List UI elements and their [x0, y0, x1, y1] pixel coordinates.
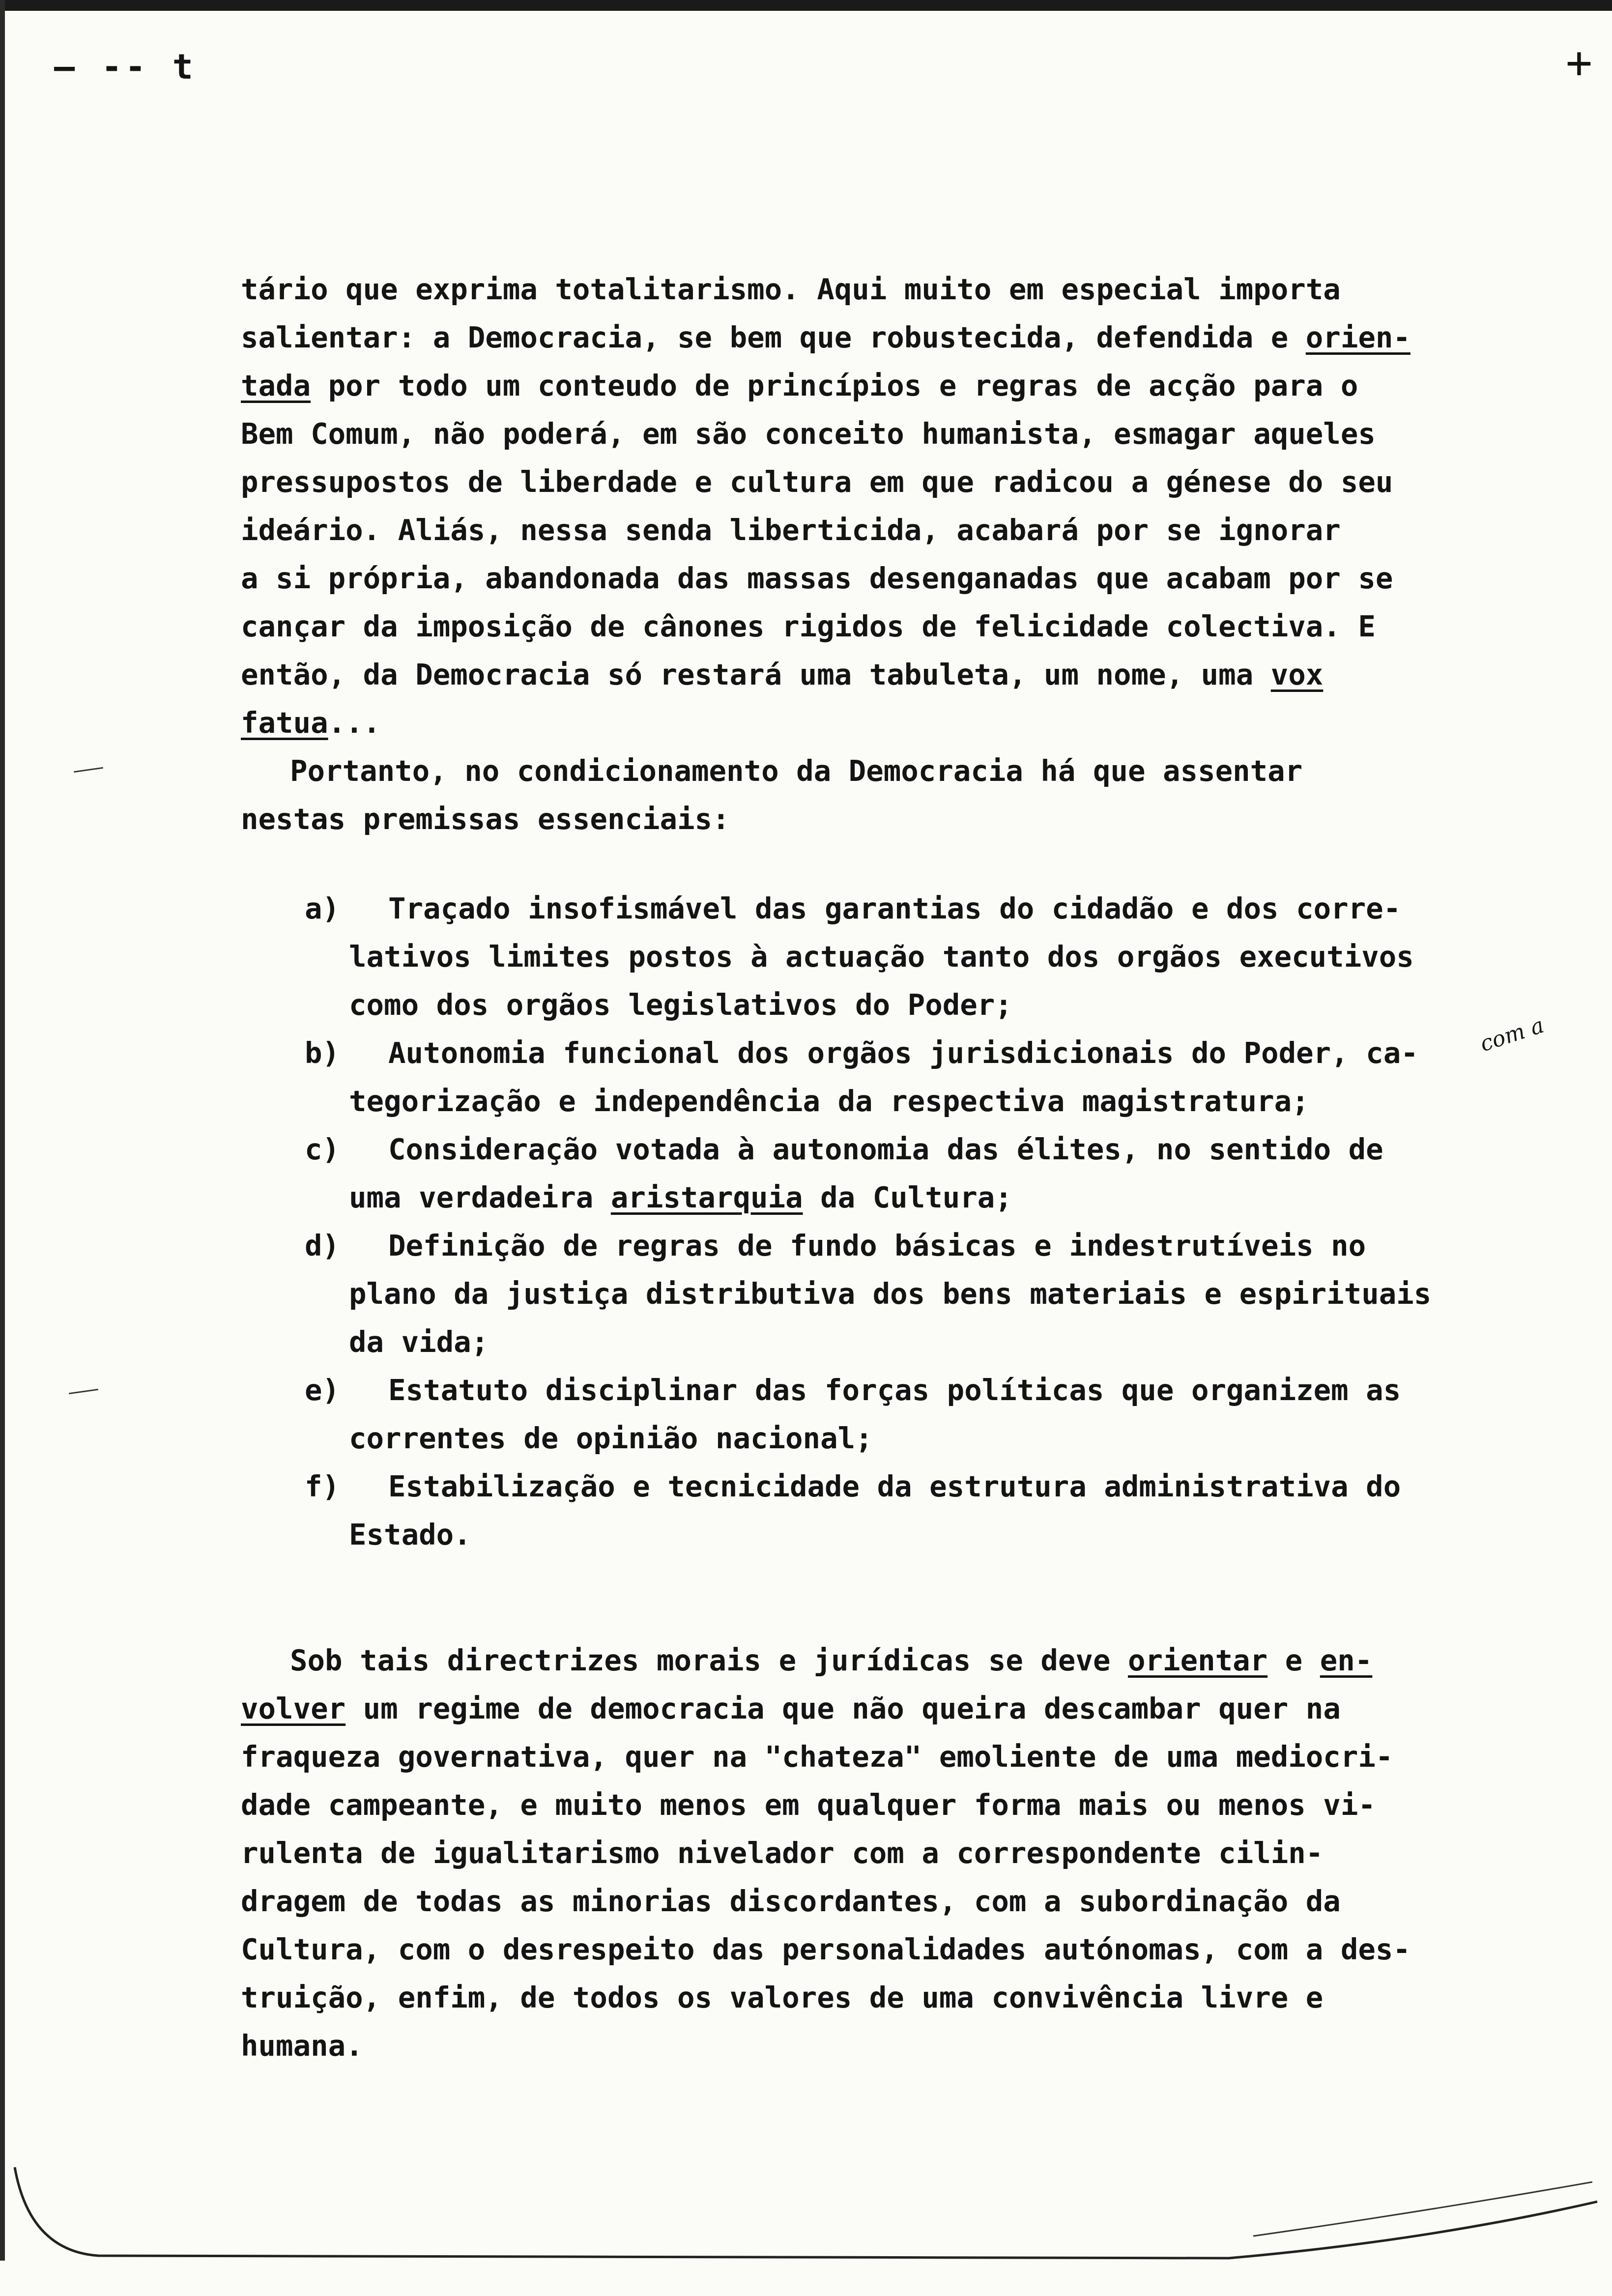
text-segment: Sob tais directrizes morais e jurídicas se deve: [290, 1643, 1128, 1677]
text-segment: uma verdadeira: [349, 1180, 611, 1214]
list-marker: f): [305, 1469, 340, 1503]
paragraph-1-line: [241, 651, 1612, 699]
paragraph-3-line: humana.: [241, 2029, 363, 2063]
text-segment: da Cultura;: [803, 1180, 1012, 1214]
paragraph-1-line: [241, 314, 1612, 362]
underlined-word: vox: [1270, 658, 1324, 691]
text-segment: um regime de democracia que não queira descambar quer na: [345, 1692, 1341, 1725]
paragraph-1-line: a si própria, abandonada das massas desenganadas que acabam por se: [241, 561, 1393, 595]
paragraph-1-line: [241, 362, 1612, 410]
paragraph-1-line: tário que exprima totalitarismo. Aqui muito em especial importa: [241, 272, 1341, 306]
paragraph-1-line: ideário. Aliás, nessa senda liberticida, acabará por se ignorar: [241, 513, 1341, 547]
paragraph-1-line: pressupostos de liberdade e cultura em que radicou a génese do seu: [241, 465, 1393, 499]
list-item-continuation: lativos limites postos à actuação tanto dos orgãos executivos: [349, 940, 1414, 974]
text-segment: ...: [328, 706, 381, 740]
underlined-word: fatua: [241, 706, 328, 740]
list-marker: a): [305, 891, 340, 925]
list-marker: d): [305, 1229, 340, 1263]
handwritten-insert: com a: [1477, 1012, 1547, 1057]
list-item: [305, 1463, 1612, 1511]
text-segment: então, da Democracia só restará uma tabuleta, um nome, uma: [241, 658, 1271, 691]
list-item: [305, 1125, 1612, 1174]
paragraph-3-line: rulenta de igualitarismo nivelador com a correspondente cilin-: [241, 1836, 1324, 1870]
list-marker: b): [305, 1036, 340, 1070]
list-item-continuation: como dos orgãos legislativos do Poder;: [349, 988, 1012, 1022]
list-item-continuation: plano da justiça distributiva dos bens materiais e espirituais: [349, 1277, 1432, 1311]
paragraph-3-line: truição, enfim, de todos os valores de uma convivência livre e: [241, 1980, 1324, 2014]
corner-mark-left: – -- t: [54, 47, 196, 87]
text-segment: salientar: a Democracia, se bem que robustecida, defendida e: [241, 320, 1306, 354]
underlined-word: en-: [1320, 1643, 1373, 1677]
list-item-continuation: Estado.: [349, 1518, 471, 1551]
paragraph-3-line: Cultura, com o desrespeito das personalidades autónomas, com a des-: [241, 1932, 1410, 1966]
list-marker: c): [305, 1132, 340, 1166]
list-item: [305, 885, 1612, 933]
paragraph-3-line: fraqueza governativa, quer na "chateza" emoliente de uma mediocri-: [241, 1740, 1393, 1774]
paragraph-1: [241, 265, 1612, 843]
underlined-word: volver: [241, 1692, 346, 1725]
underlined-word: aristarquia: [610, 1180, 803, 1214]
margin-tick: [74, 767, 103, 773]
list-item-text: Estatuto disciplinar das forças políticas que organizem as: [388, 1373, 1401, 1407]
list-item-continuation: da vida;: [349, 1325, 489, 1359]
list-item-text: Traçado insofismável das garantias do cidadão e dos corre-: [388, 891, 1401, 925]
margin-tick: [69, 1389, 98, 1394]
list-item-continuation: [305, 1174, 1612, 1222]
underlined-word: orientar: [1128, 1643, 1268, 1677]
list-item-text: Estabilização e tecnicidade da estrutura administrativa do: [388, 1469, 1401, 1503]
list-item: [305, 1029, 1612, 1077]
paragraph-3: [241, 1636, 1612, 2070]
list-item-text: Consideração votada à autonomia das élites, no sentido de: [388, 1132, 1383, 1166]
corner-mark-right: +: [1565, 37, 1592, 88]
list-item-text: Definição de regras de fundo básicas e indestrutíveis no: [388, 1229, 1366, 1263]
paragraph-1-line: cançar da imposição de cânones rigidos de felicidade colectiva. E: [241, 609, 1376, 643]
premises-list: [305, 885, 1612, 1559]
text-segment: por todo um conteudo de princípios e regras de acção para o: [311, 369, 1358, 402]
list-item-continuation: correntes de opinião nacional;: [349, 1421, 873, 1455]
paragraph-1-line: Bem Comum, não poderá, em são conceito humanista, esmagar aqueles: [241, 417, 1376, 451]
paragraph-3-line: [241, 1636, 1612, 1685]
list-item: [305, 1366, 1612, 1414]
paragraph-3-line: [241, 1685, 1612, 1733]
scan-edge-curve: [0, 2152, 1612, 2290]
paragraph-3-line: dade campeante, e muito menos em qualquer forma mais ou menos vi-: [241, 1788, 1376, 1822]
list-item: [305, 1222, 1612, 1270]
list-item-continuation: tegorização e independência da respectiva magistratura;: [349, 1084, 1309, 1118]
paragraph-2-line: nestas premissas essenciais:: [241, 802, 730, 836]
underlined-word: orien-: [1305, 320, 1410, 354]
paragraph-1-line: [241, 699, 1612, 747]
list-marker: e): [305, 1373, 340, 1407]
scan-border-top: [0, 0, 1612, 11]
list-item-text: Autonomia funcional dos orgãos jurisdicionais do Poder, ca-: [388, 1036, 1418, 1070]
scan-border-left: [0, 0, 5, 2261]
underlined-word: tada: [241, 369, 311, 402]
text-segment: e: [1267, 1643, 1320, 1677]
paragraph-3-line: dragem de todas as minorias discordantes, com a subordinação da: [241, 1884, 1341, 1918]
paragraph-2-line: Portanto, no condicionamento da Democracia há que assentar: [290, 754, 1303, 788]
